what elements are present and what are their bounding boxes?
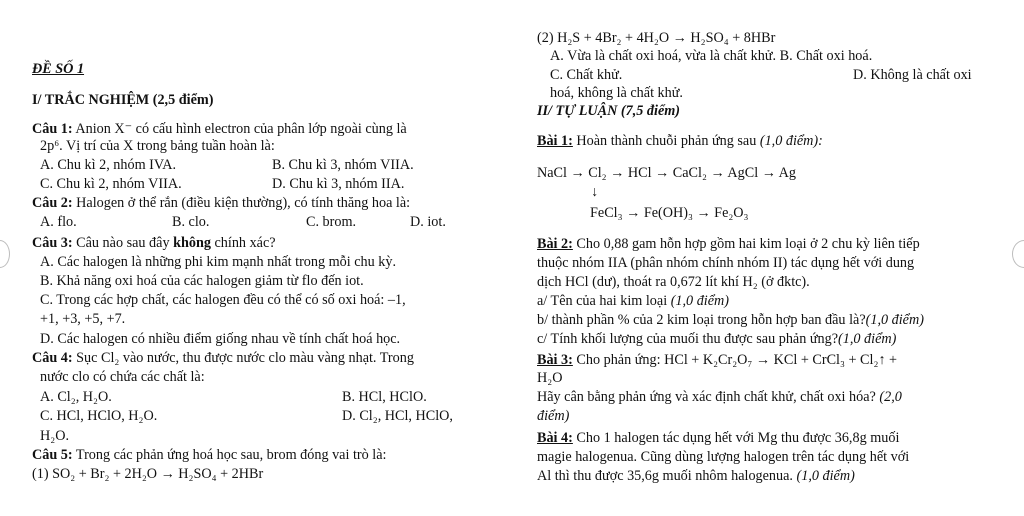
bai3-label: Bài 3: — [537, 352, 573, 368]
q2-option-b: B. clo. — [172, 214, 210, 230]
q1-text1: Anion X⁻ có cấu hình electron của phân lớp ngoài cùng là — [72, 121, 407, 137]
q1-option-d: D. Chu kì 3, nhóm IIA. — [272, 176, 405, 192]
q3-option-b: B. Khả năng oxi hoá của các halogen giảm từ flo đến iot. — [40, 273, 364, 289]
bai2-a-points: (1,0 điểm) — [670, 293, 729, 309]
q2-text: Halogen ở thể rắn (điều kiện thường), có tính thăng hoa là: — [72, 195, 411, 211]
q2-label: Câu 2: — [32, 195, 73, 211]
q1-label: Câu 1: — [32, 121, 73, 137]
reaction-chain-1: NaCl → Cl₂ → HCl → CaCl₂ → AgCl → Ag — [537, 165, 796, 181]
q5-option-b: B. Chất oxi hoá. — [779, 48, 873, 64]
exercise-2-line-2: thuộc nhóm IIA (phân nhóm chính nhóm II) tác dụng hết với dung — [537, 255, 915, 271]
bai2-a-text: a/ Tên của hai kim loại — [537, 293, 671, 309]
bai1-points: (1,0 điểm): — [759, 133, 823, 149]
bai2-c-text: c/ Tính khối lượng của muối thu được sau phản ứng? — [537, 331, 839, 347]
bai4-l1: Cho 1 halogen tác dụng hết với Mg thu được 36,8g muối — [572, 430, 900, 446]
prev-page-control[interactable] — [0, 240, 10, 268]
bai4-label: Bài 4: — [537, 430, 573, 446]
section-multiple-choice-text — [32, 92, 213, 109]
q4-option-c: C. HCl, HClO, H₂O. — [40, 408, 158, 424]
q5-equation-1: (1) SO₂ + Br₂ + 2H₂O → H₂SO₄ + 2HBr — [32, 466, 264, 482]
q3-label: Câu 3: — [32, 235, 73, 251]
next-page-control[interactable] — [1012, 240, 1024, 268]
q4-option-a: A. Cl₂, H₂O. — [40, 389, 112, 405]
bai3-l1: Cho phản ứng: HCl + K₂Cr₂O₇ → KCl + CrCl₃ + Cl₂↑ + — [572, 352, 898, 368]
question-2 — [32, 195, 410, 212]
q4-label: Câu 4: — [32, 350, 73, 366]
bai2-c-points: (1,0 điểm) — [838, 331, 897, 347]
bai1-text: Hoàn thành chuỗi phản ứng sau — [572, 133, 760, 149]
bai2-label: Bài 2: — [537, 236, 573, 252]
reaction-chain-2: FeCl₃ → Fe(OH)₃ → Fe₂O₃ — [590, 205, 749, 221]
section1-label: I/ TRẮC NGHIỆM (2,5 điểm) — [32, 92, 214, 108]
exercise-1-heading — [537, 133, 823, 150]
q4-option-d-line-1: D. Cl₂, HCl, HClO, — [342, 408, 453, 424]
exercise-3-line-2: H₂O — [537, 370, 563, 386]
q2-option-a: A. flo. — [40, 214, 77, 230]
q3-option-c-line-1: C. Trong các hợp chất, các halogen đều có thể có số oxi hoá: –1, — [40, 292, 406, 308]
q3-option-d: D. Các halogen có nhiều điểm giống nhau về tính chất hoá học. — [40, 331, 401, 347]
exercise-4-line-3 — [537, 468, 855, 485]
exercise-2-part-b — [537, 312, 924, 329]
question-5 — [32, 447, 386, 464]
exam-title: ĐỀ SỐ 1 — [32, 61, 85, 77]
q3-text-post: chính xác? — [210, 235, 276, 251]
q2-option-c: C. brom. — [306, 214, 357, 230]
q1-option-c: C. Chu kì 2, nhóm VIIA. — [40, 176, 182, 192]
q2-option-d: D. iot. — [410, 214, 446, 230]
q5-option-d-line-1: D. Không là chất oxi — [853, 67, 972, 83]
q3-option-a: A. Các halogen là những phi kim mạnh nhất trong mỗi chu kỳ. — [40, 254, 397, 270]
q1-option-b: B. Chu kì 3, nhóm VIIA. — [272, 157, 414, 173]
q3-text-bold: không — [173, 235, 211, 251]
q5-option-a: A. Vừa là chất oxi hoá, vừa là chất khử. — [550, 48, 777, 64]
q4-option-b: B. HCl, HClO. — [342, 389, 427, 405]
exercise-3-points-2: điểm) — [537, 408, 570, 424]
q1-option-a: A. Chu kì 2, nhóm IVA. — [40, 157, 177, 173]
q5-equation-2: (2) H₂S + 4Br₂ + 4H₂O → H₂SO₄ + 8HBr — [537, 30, 776, 46]
q5-option-d-line-2: hoá, không là chất khử. — [550, 85, 683, 101]
question-1-line-2: 2p⁶. Vị trí của X trong bảng tuần hoàn là: — [40, 138, 275, 154]
question-3 — [32, 235, 276, 252]
bai2-l1: Cho 0,88 gam hỗn hợp gồm hai kim loại ở 2 chu kỳ liên tiếp — [572, 236, 920, 252]
exercise-2-part-a — [537, 293, 729, 310]
bai1-label: Bài 1: — [537, 133, 573, 149]
bai3-l3: Hãy cân bằng phản ứng và xác định chất khử, chất oxi hóa? — [537, 389, 880, 405]
q5-option-c: C. Chất khử. — [550, 67, 623, 83]
bai2-b-text: b/ thành phần % của 2 kim loại trong hỗn hợp ban đầu là? — [537, 312, 866, 328]
exercise-2-line-3: dịch HCl (dư), thoát ra 0,672 lít khí H₂ (ở đktc). — [537, 274, 810, 290]
bai3-points-1: (2,0 — [879, 389, 902, 405]
q5-label: Câu 5: — [32, 447, 73, 463]
q3-text-pre: Câu nào sau đây — [72, 235, 174, 251]
bai2-b-points: (1,0 điểm) — [865, 312, 924, 328]
exercise-3-line-1 — [537, 352, 897, 369]
section-essay: II/ TỰ LUẬN (7,5 điểm) — [537, 103, 681, 119]
q5-options-line-1 — [550, 48, 872, 65]
q4-option-d-line-2: H₂O. — [40, 428, 69, 444]
exercise-4-line-2: magie halogenua. Cũng dùng lượng halogen trên tác dụng hết với — [537, 449, 910, 465]
exercise-3-line-3 — [537, 389, 902, 406]
question-1-line-1 — [32, 121, 407, 138]
bai4-l3: Al thì thu được 35,6g muối nhôm halogenua. — [537, 468, 797, 484]
q4-text1: Sục Cl₂ vào nước, thu được nước clo màu vàng nhạt. Trong — [72, 350, 414, 366]
chain-down-arrow: ↓ — [591, 184, 599, 200]
bai4-points: (1,0 điểm) — [796, 468, 855, 484]
question-4-line-2: nước clo có chứa các chất là: — [40, 369, 205, 385]
exercise-4-line-1 — [537, 430, 899, 447]
exercise-2-part-c — [537, 331, 896, 348]
q5-text: Trong các phản ứng hoá học sau, brom đóng vai trò là: — [72, 447, 387, 463]
question-4-line-1 — [32, 350, 414, 367]
exercise-2-line-1 — [537, 236, 920, 253]
q3-option-c-line-2: +1, +3, +5, +7. — [40, 311, 126, 327]
